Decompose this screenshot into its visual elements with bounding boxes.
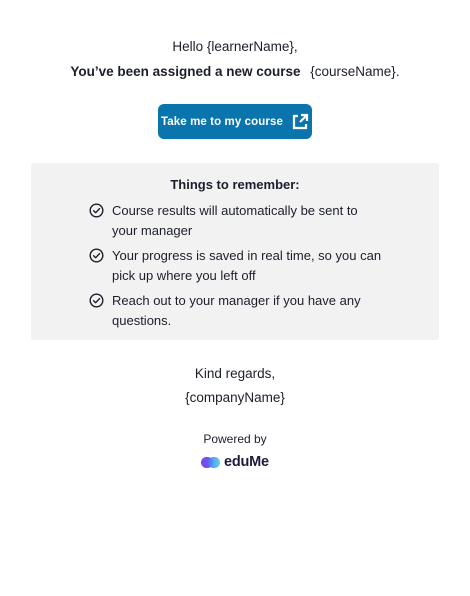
check-circle-icon — [89, 248, 104, 263]
check-circle-icon — [89, 293, 104, 308]
assignment-line — [0, 63, 470, 81]
course-name-text: {courseName}. — [310, 64, 400, 79]
check-circle-icon — [89, 203, 104, 218]
reminder-line: your manager — [112, 222, 193, 238]
reminder-line: Course results will automatically be sent to — [112, 203, 358, 218]
reminder-item — [89, 246, 389, 285]
edume-logo[interactable] — [201, 454, 269, 470]
take-me-to-course-button[interactable] — [158, 104, 312, 139]
reminders-title: Things to remember: — [170, 177, 300, 192]
edume-brand-name: eduMe — [224, 454, 269, 470]
reminder-line: Your progress is saved in real time, so you can — [112, 248, 382, 263]
signoff-text: Kind regards, — [194, 366, 276, 381]
reminder-line: pick up where you left off — [112, 267, 256, 283]
assignment-text: You’ve been assigned a new course — [70, 64, 301, 79]
reminder-line: Reach out to your manager if you have any — [112, 293, 361, 308]
powered-by-text: Powered by — [203, 432, 267, 446]
greeting-text: Hello {learnerName}, — [172, 39, 298, 54]
reminder-item — [89, 291, 389, 330]
external-link-icon — [291, 113, 309, 131]
company-name-text: {companyName} — [185, 390, 285, 405]
reminders-panel — [31, 163, 439, 340]
edume-logo-icon — [201, 456, 220, 469]
reminders-list — [89, 201, 389, 336]
take-me-to-course-label: Take me to my course — [161, 115, 283, 128]
reminder-item — [89, 201, 389, 240]
reminder-line: questions. — [112, 312, 172, 328]
